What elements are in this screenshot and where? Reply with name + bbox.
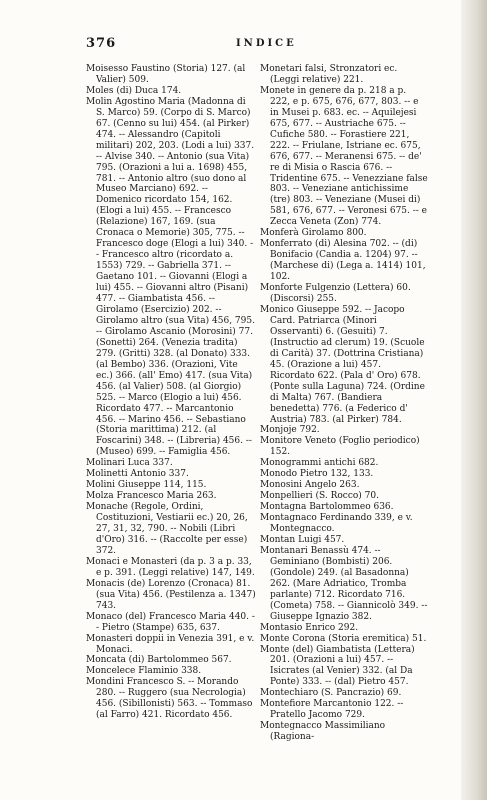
index-entry: Montanari Benassù 474. -- Geminiano (Bombisti) 206. (Gondole) 249. (al Basadonna) 262. (Mare Adriatico, Tromba parlante) 712. Ricordato 716. (Cometa) 758. -- Giannicolò 349. -- Giuseppe Ignazio 382. — [260, 545, 428, 622]
index-entry: Monetari falsi, Stronzatori ec. (Leggi relative) 221. — [260, 64, 398, 85]
index-entry: Monete in genere da p. 218 a p. 222, e p. 675, 676, 677, 803. -- e in Musei p. 683. ec. -- Aquilejesi 675, 677. -- Austriache 675. -- Cufiche 580. -- Forastiere 221, 222. -- Friulane, Istriane ec. 675, 676, 677. -- Meranensi 675. -- de' re di Misia o Rascia 676. -- Tridentine 675. -- Venezziane false 803. -- Veneziane antichissime (tre) 803. -- Veneziane (Musei di) 581, 676, 677. -- Veronesi 675. -- e Zecca Veneta (Zon) 774. — [260, 85, 428, 228]
index-entry: Molza Francesco Maria 263. — [86, 491, 217, 502]
page-gutter-shadow — [461, 0, 487, 800]
index-entry: Montan Luigi 457. — [260, 534, 345, 545]
index-entry: Montefiore Marcantonio 122. -- Pratello Jacomo 729. — [260, 699, 404, 721]
page-header — [86, 36, 459, 52]
index-entry: Montegnacco Massimiliano (Ragiona- — [260, 721, 386, 743]
index-entry: Molini Giuseppe 114, 115. — [86, 480, 207, 491]
index-entry: Monitore Veneto (Foglio periodico) 152. — [260, 436, 420, 458]
index-entry: Moncelece Flaminio 338. — [86, 666, 202, 677]
index-entry: Monte Corona (Storia eremitica) 51. — [260, 633, 427, 644]
running-title: INDICE — [236, 38, 297, 49]
index-entry: Molinetti Antonio 337. — [86, 469, 189, 480]
index-entry: Monacis (de) Lorenzo (Cronaca) 81. (sua Vita) 456. (Pestilenza a. 1347) 743. — [86, 578, 256, 611]
index-entry: Moncata (di) Bartolommeo 567. — [86, 655, 232, 666]
left-column — [86, 64, 256, 721]
index-entry: Mondini Francesco S. -- Morando 280. -- Ruggero (sua Necrologia) 456. (Sibillonisti) 563. -- Tommaso (al Farro) 421. Ricordato 456. — [86, 677, 253, 721]
index-entry: Monasteri doppii in Venezia 391, e v. Monaci. — [86, 633, 255, 655]
index-entry: Monferà Girolamo 800. — [260, 228, 367, 239]
index-entry: Monache (Regole, Ordini, Costituzioni, Vestiarii ec.) 20, 26, 27, 31, 32, 790. -- Nobili (Libri d'Oro) 316. -- (Raccolte per esse) 372. — [86, 502, 248, 556]
index-entry: Monferrato (di) Alesina 702. -- (di) Bonifacio (Candia a. 1204) 97. -- (Marchese di) (Lega a. 1414) 101, 102. — [260, 239, 426, 283]
index-entry: Monogrammi antichi 682. — [260, 458, 379, 469]
index-entry: Monte (del) Giambatista (Lettera) 201. (Orazioni a lui) 457. -- Isicrates (al Venier) 332. (al Da Ponte) 333. -- (dal) Pietro 457. — [260, 644, 415, 688]
index-entry: Montechiaro (S. Pancrazio) 69. — [260, 688, 402, 699]
index-entry: Montasio Enrico 292. — [260, 622, 359, 633]
right-column — [260, 64, 428, 743]
index-entry: Molin Agostino Maria (Madonna di S. Marco) 59. (Corpo di S. Marco) 67. (Cenno su lui) 454. (al Pirker) 474. -- Alessandro (Capitoli militari) 202, 203. (Lodi a lui) 337. -- Alvise 340. -- Antonio (sua Vita) 795. (Orazioni a lui a. 1698) 455, 781. -- Antonio altro (suo dono al Museo Marciano) 692. -- Domenico ricordato 154, 162. (Elogi a lui) 455. -- Francesco (Relazione) 167, 169. (sua Cronaca o Memorie) 305, 775. -- Francesco doge (Elogi a lui) 340. -- Francesco altro (ricordato a. 1553) 729. -- Gabriella 371. -- Gaetano 101. -- Giovanni (Elogi a lui) 455. -- Giovanni altro (Pisani) 477. -- Giambatista 456. -- Girolamo (Esercizio) 202. -- Girolamo altro (sua Vita) 456, 795. -- Girolamo Ascanio (Morosini) 77. (Sonetti) 264. (Venezia tradita) 279. (Gritti) 328. (al Donato) 333. (al Bembo) 336. (Orazioni, Vite ec.) 366. (all' Emo) 417. (sua Vita) 456. (al Valier) 508. (al Giorgio) 525. -- Marco (Elogio a lui) 456. Ricordato 477. -- Marcantonio 456. -- Marino 456. -- Sebastiano (Storia marittima) 212. (al Foscarini) 348. -- (Libreria) 456. -- (Museo) 699. -- Famiglia 456. — [86, 96, 255, 458]
index-entry: Moles (di) Duca 174. — [86, 85, 182, 96]
index-entry: Monpellieri (S. Rocco) 70. — [260, 491, 379, 502]
index-entry: Montagnaco Ferdinando 339, e v. Montegnacco. — [260, 513, 413, 535]
index-entry: Moisesso Faustino (Storia) 127. (al Valier) 509. — [86, 64, 246, 85]
index-entry: Monaci e Monasteri (da p. 3 a p. 33, e p. 391. (Leggi relative) 147, 149. — [86, 556, 255, 578]
index-entry: Monaco (del) Francesco Maria 440. -- Pietro (Stampe) 635, 637. — [86, 611, 255, 633]
index-entry: Monodo Pietro 132, 133. — [260, 469, 374, 480]
index-entry: Monico Giuseppe 592. -- Jacopo Card. Patriarca (Minori Osservanti) 6. (Gesuiti) 7. (Instructio ad clerum) 19. (Scuole di Carità) 37. (Dottrina Cristiana) 45. (Orazione a lui) 457. Ricordato 622. (Pala d' Oro) 678. (Ponte sulla Laguna) 724. (Ordine di Malta) 767. (Bandiera benedetta) 776. (a Federico d' Austria) 783. (al Pirker) 784. — [260, 304, 425, 425]
index-entry: Monjoje 792. — [260, 425, 320, 436]
index-entry: Monosini Angelo 263. — [260, 480, 360, 491]
index-entry: Molinari Luca 337. — [86, 458, 173, 469]
index-entry: Monforte Fulgenzio (Lettera) 60. (Discorsi) 255. — [260, 283, 411, 305]
index-entry: Montagna Bartolommeo 636. — [260, 502, 394, 513]
page-number: 376 — [86, 36, 117, 51]
